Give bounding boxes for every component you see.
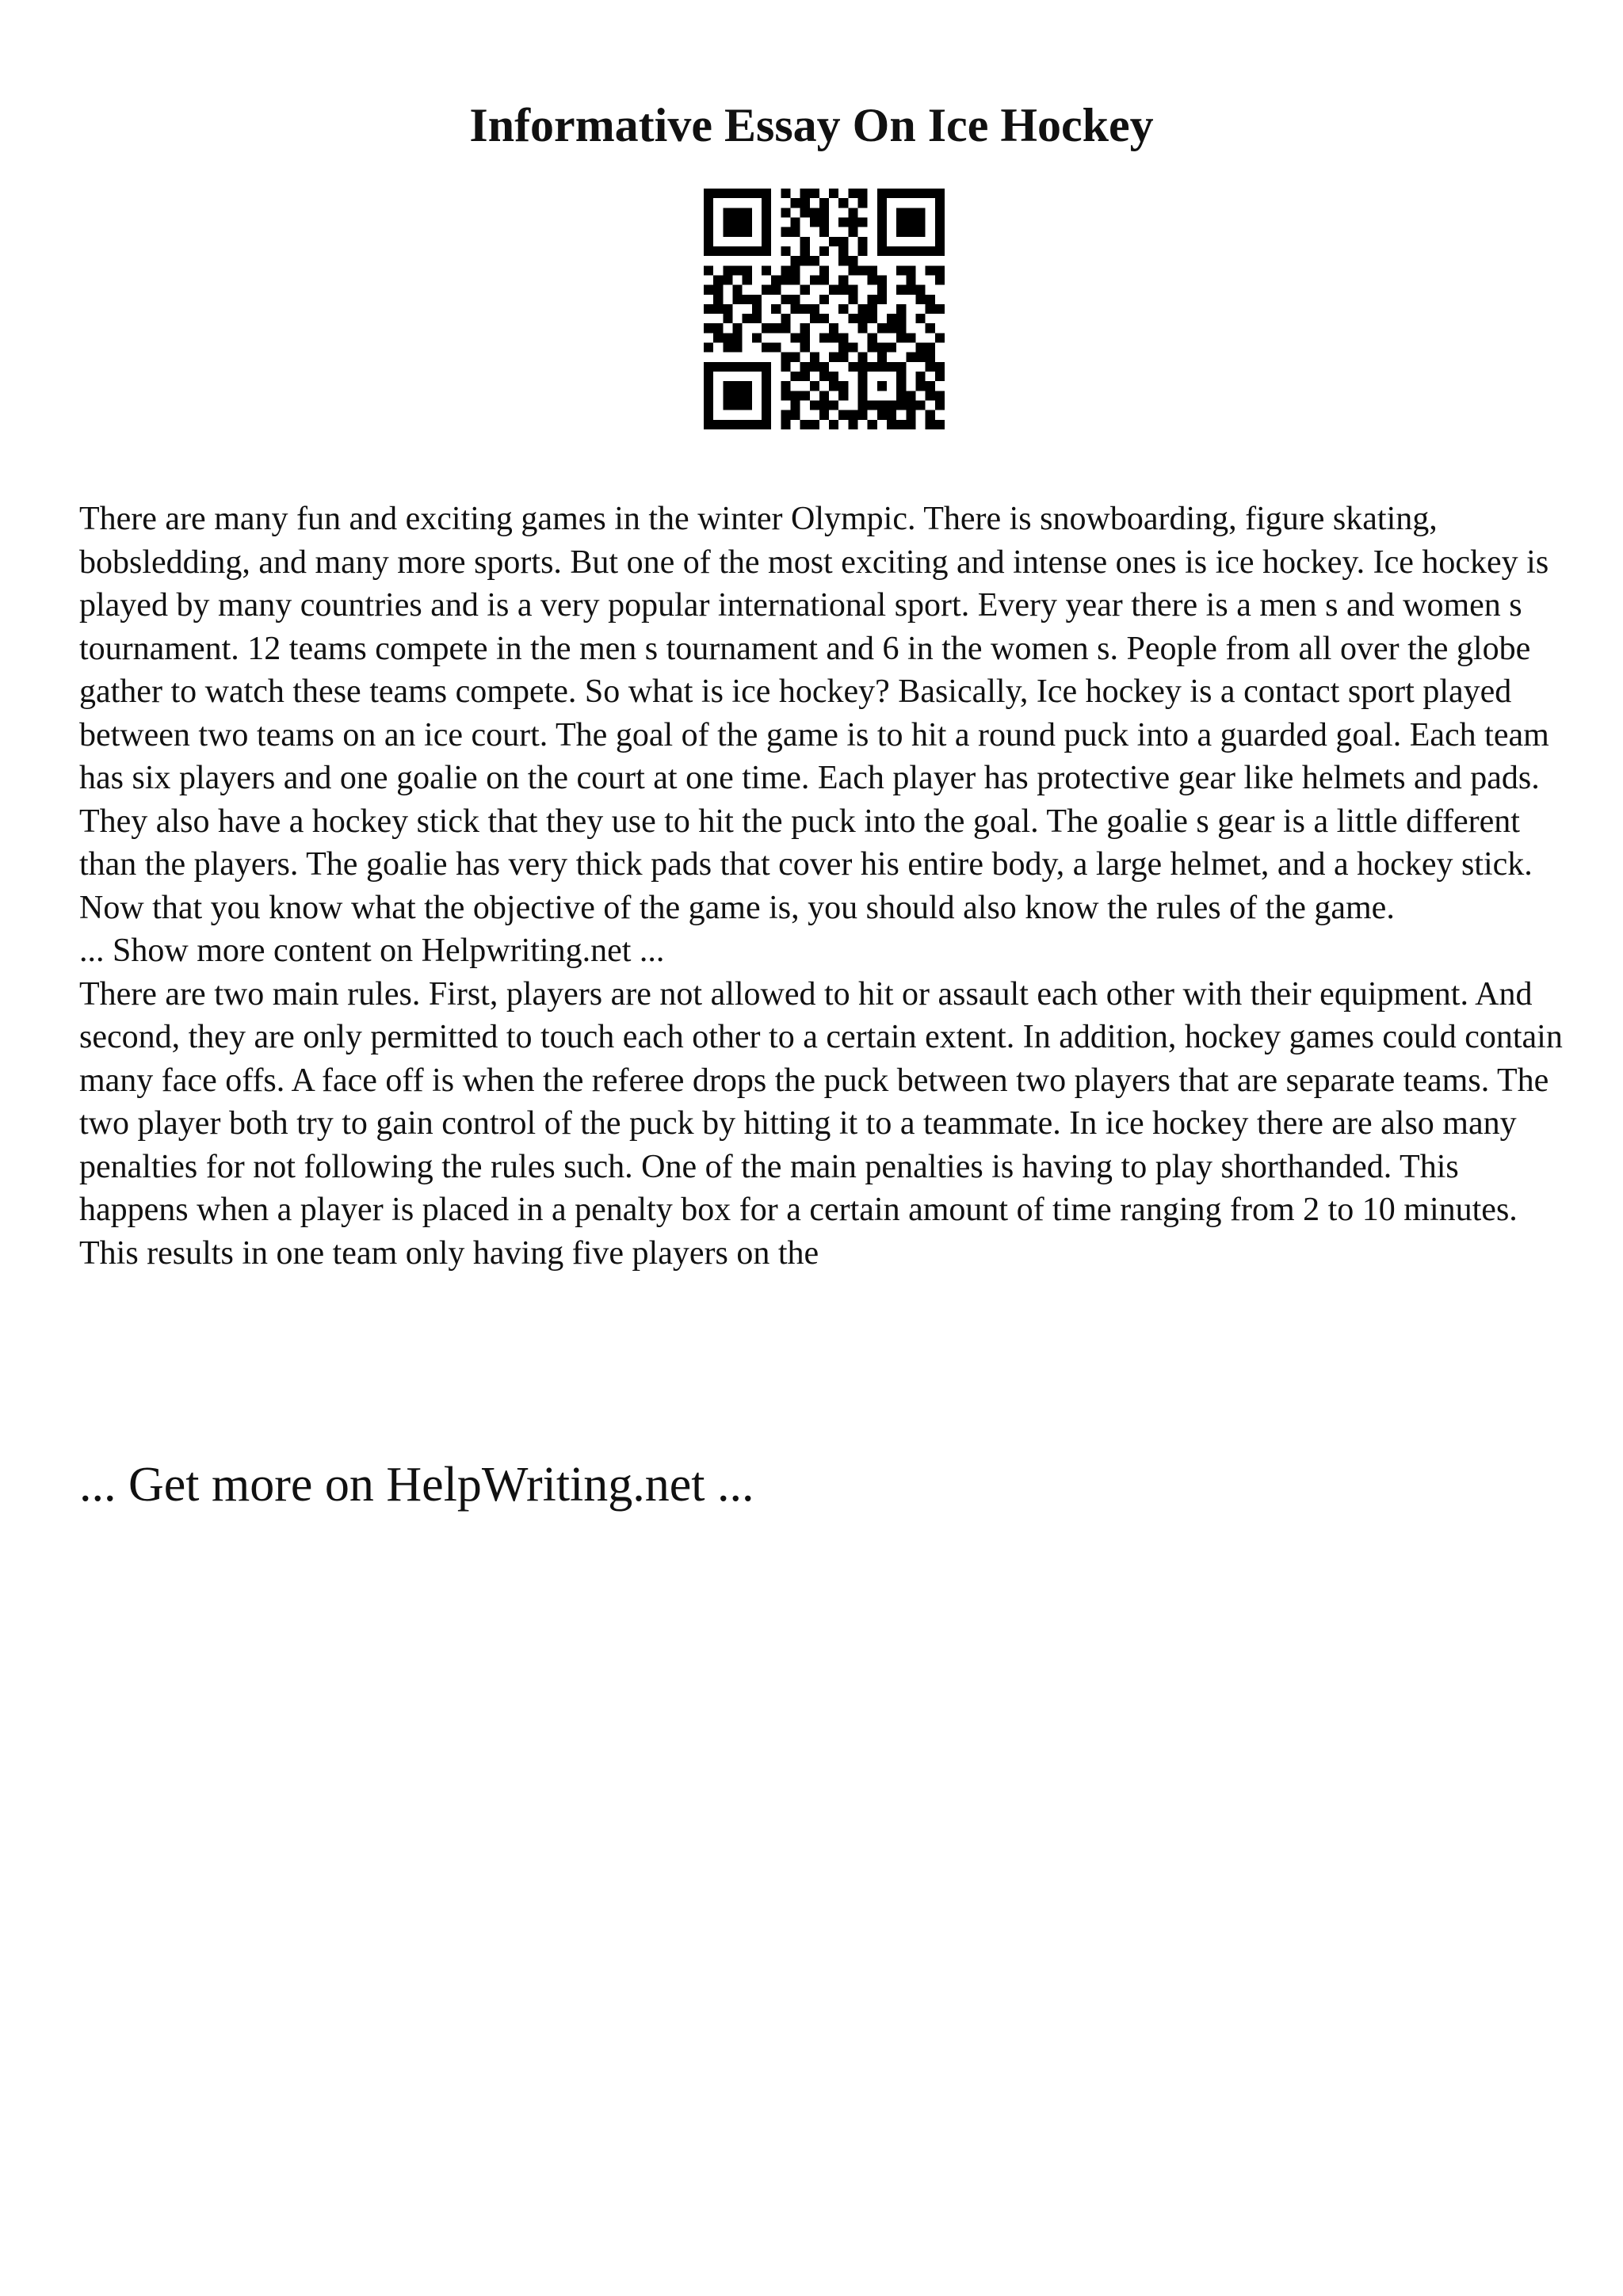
qr-code-icon[interactable] xyxy=(704,189,945,429)
essay-paragraph: There are two main rules. First, players are not allowed to hit or assault each other with their equipment. And second, they are only permitted to touch each other to a certain extent. In addition, hockey games could contain many face offs. A face off is when the referee drops the puck between two players that are separate teams. The two player both try to gain control of the puck by hitting it to a teammate. In ice hockey there are also many penalties for not following the rules such. One of the main penalties is having to play shorthanded. This happens when a player is placed in a penalty box for a certain amount of time ranging from 2 to 10 minutes. This results in one team only having five players on the xyxy=(79,975,1563,1272)
essay-paragraph: Now that you know what the objective of the game is, you should also know the rules of the game. xyxy=(79,889,1395,926)
essay-paragraph: There are many fun and exciting games in the winter Olympic. There is snowboarding, figure skating, bobsledding, and many more sports. But one of the most exciting and intense ones is ice hockey. Ice hockey is played by many countries and is a very popular international sport. Every year there is a men s and women s tournament. 12 teams compete in the men s tournament and 6 in the women s. People from all over the globe gather to watch these teams compete. So what is ice hockey? Basically, Ice hockey is a contact sport played between two teams on an ice court. The goal of the game is to hit a round puck into a guarded goal. Each team has six players and one goalie on the court at one time. Each player has protective gear like helmets and pads. They also have a hockey stick that they use to hit the puck into the goal. The goalie s gear is a little different than the players. The goalie has very thick pads that cover his entire body, a large helmet, and a hockey stick. xyxy=(79,501,1549,883)
page-title: Informative Essay On Ice Hockey xyxy=(469,99,1154,151)
essay-body xyxy=(79,498,1569,1275)
show-more-link[interactable]: ... Show more content on Helpwriting.net ... xyxy=(79,933,665,969)
get-more-link[interactable]: ... Get more on HelpWriting.net ... xyxy=(79,1458,754,1512)
